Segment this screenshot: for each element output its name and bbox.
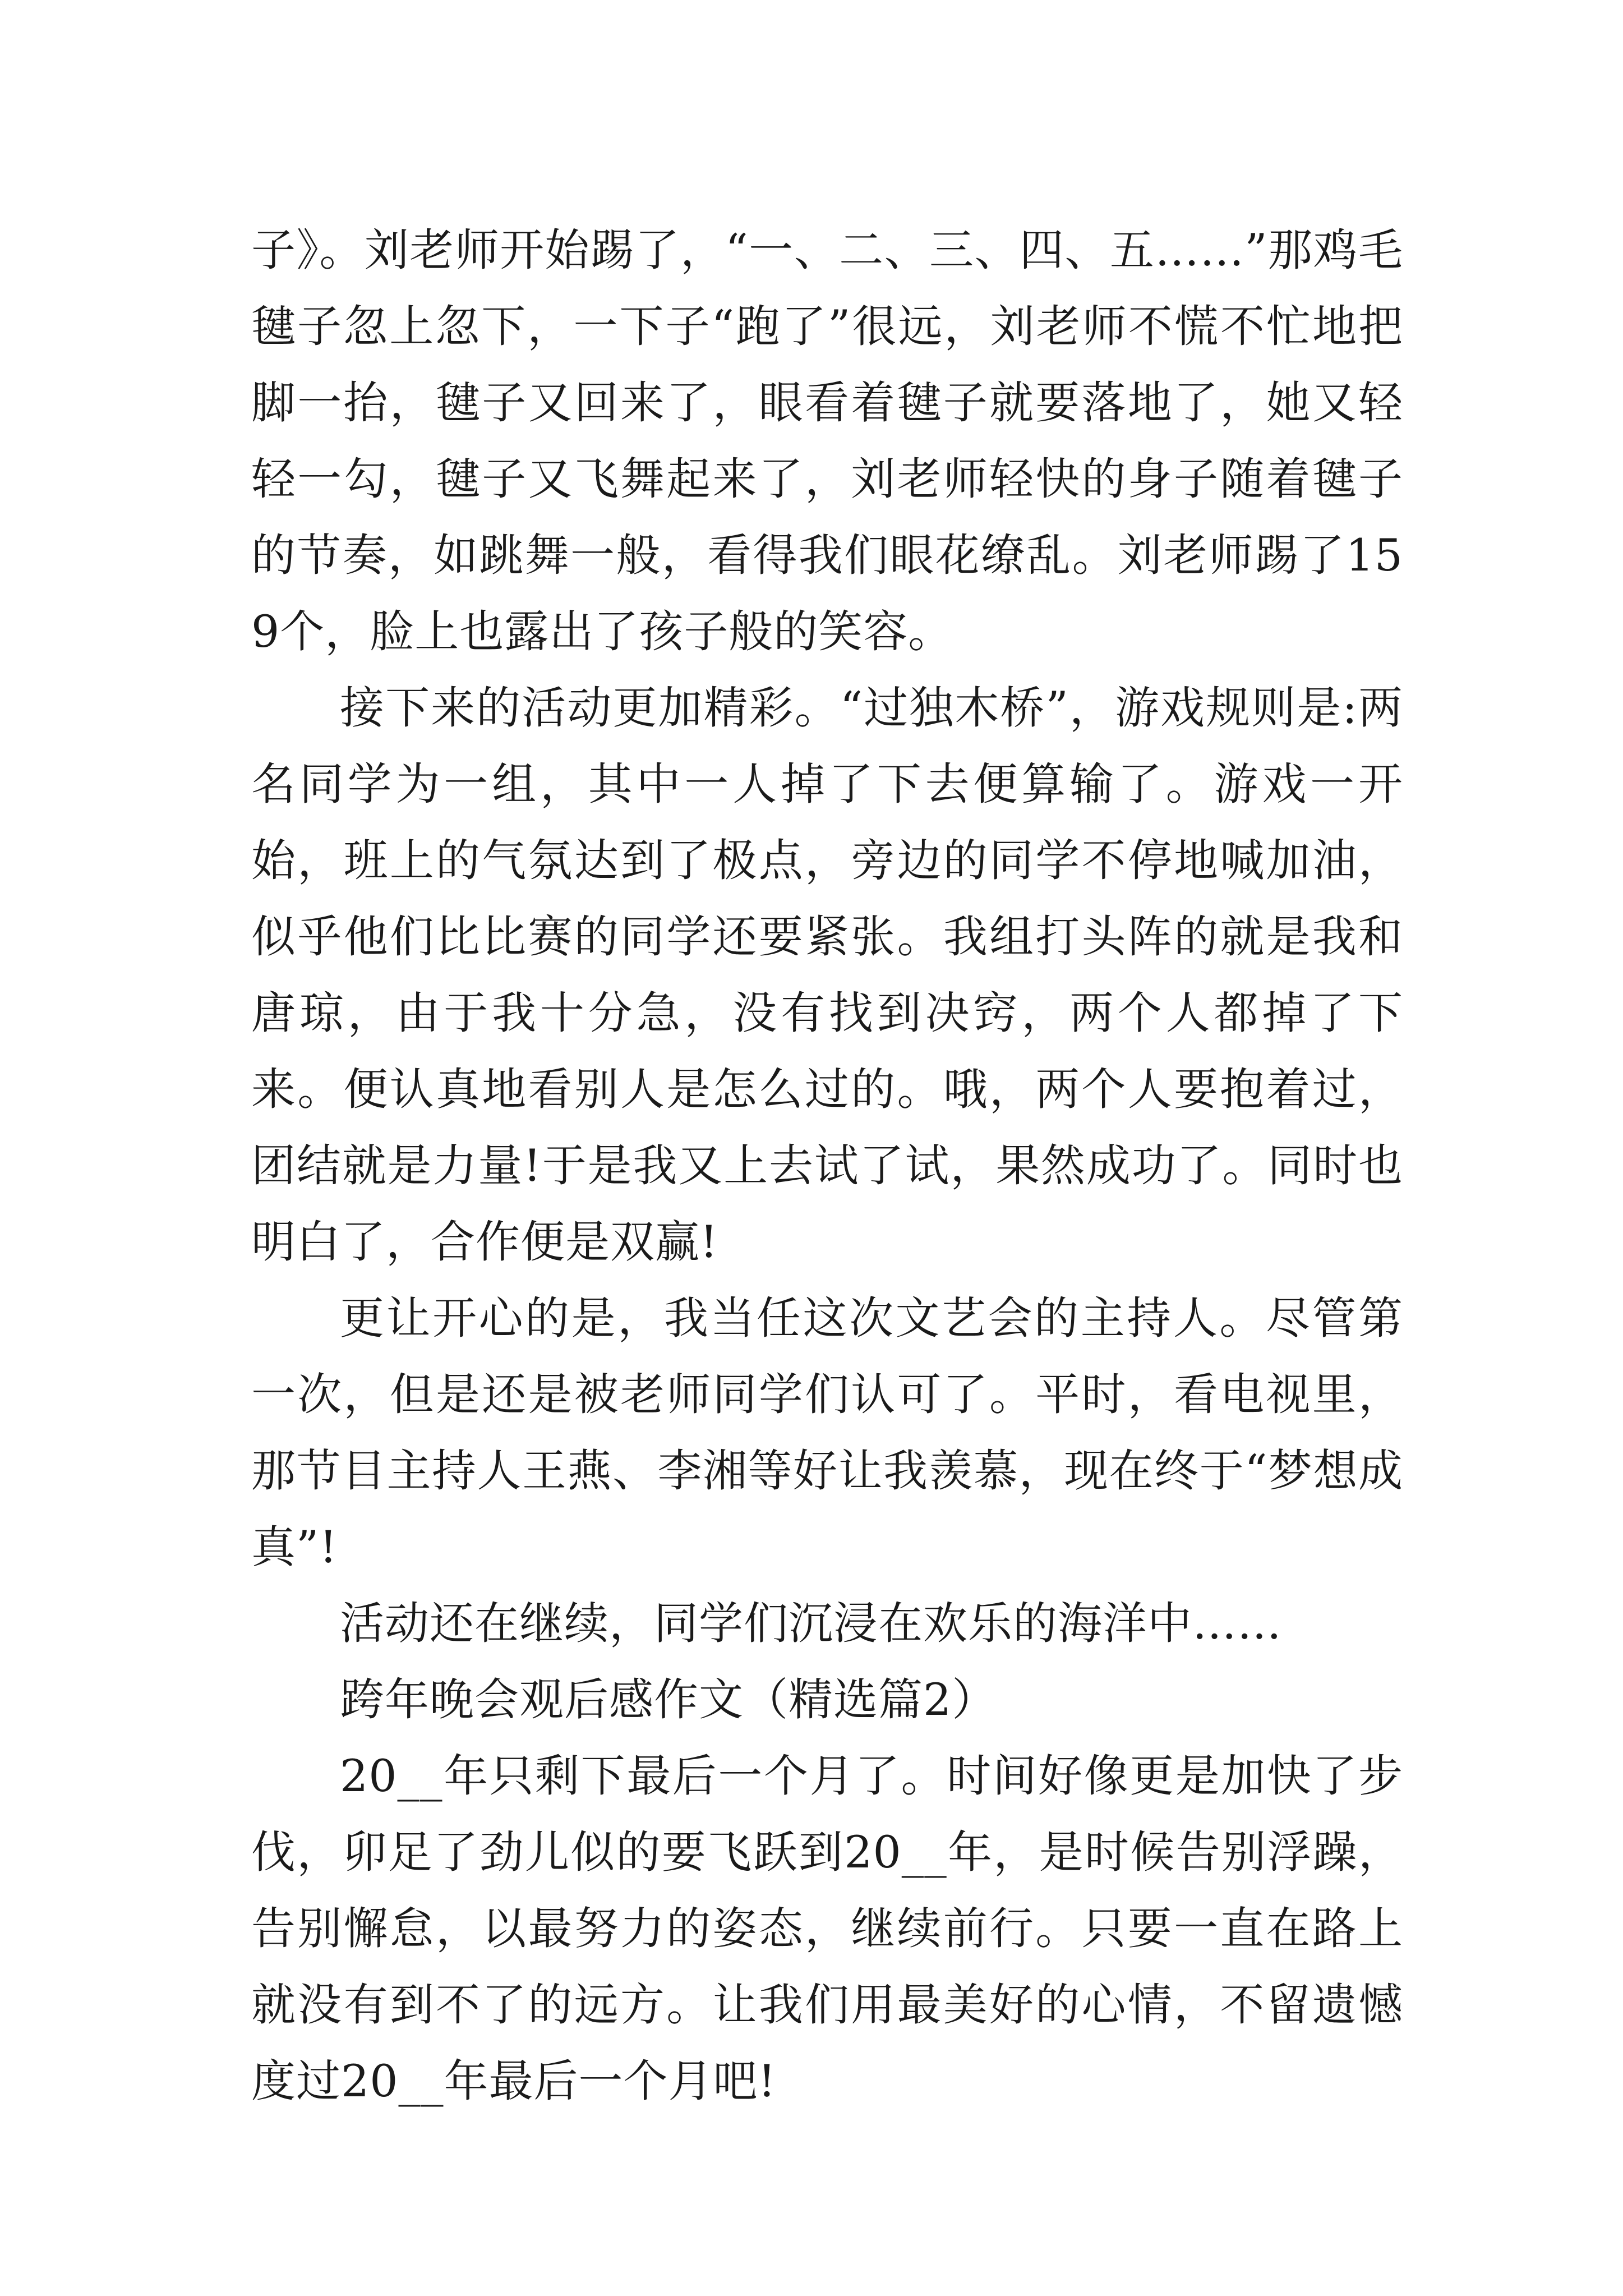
paragraph-3: 更让开心的是，我当任这次文艺会的主持人。尽管第一次，但是还是被老师同学们认可了。平时，看电视里，那节目主持人王燕、李湘等好让我羡慕，现在终于“梦想成真”! — [251, 1292, 1403, 1573]
section-title: 跨年晚会观后感作文（精选篇2） — [340, 1674, 997, 1726]
paragraph-2: 接下来的活动更加精彩。“过独木桥”，游戏规则是:两名同学为一组，其中一人掉了下去便算输了。游戏一开始，班上的气氛达到了极点，旁边的同学不停地喊加油，似乎他们比比赛的同学还要紧张。我组打头阵的就是我和唐琼，由于我十分急，没有找到决窍，两个人都掉了下来。便认真地看别人是怎么过的。哦，两个人要抱着过，团结就是力量!于是我又上去试了试，果然成功了。同时也明白了，合作便是双赢! — [251, 682, 1403, 1268]
paragraph-1: 子》。刘老师开始踢了，“一、二、三、四、五……”那鸡毛毽子忽上忽下，一下子“跑了”很远，刘老师不慌不忙地把脚一抬，毽子又回来了，眼看着毽子就要落地了，她又轻轻一勾，毽子又飞舞起来了，刘老师轻快的身子随着毽子的节奏，如跳舞一般，看得我们眼花缭乱。刘老师踢了159个，脸上也露出了孩子般的笑容。 — [251, 224, 1403, 657]
paragraph-4: 活动还在继续，同学们沉浸在欢乐的海洋中…… — [340, 1598, 1282, 1649]
paragraph-5: 20__年只剩下最后一个月了。时间好像更是加快了步伐，卯足了劲儿似的要飞跃到20__年，是时候告别浮躁，告别懈怠，以最努力的姿态，继续前行。只要一直在路上就没有到不了的远方。让我们用最美好的心情，不留遗憾度过20__年最后一个月吧! — [251, 1750, 1403, 2107]
document-body — [251, 212, 1403, 2119]
